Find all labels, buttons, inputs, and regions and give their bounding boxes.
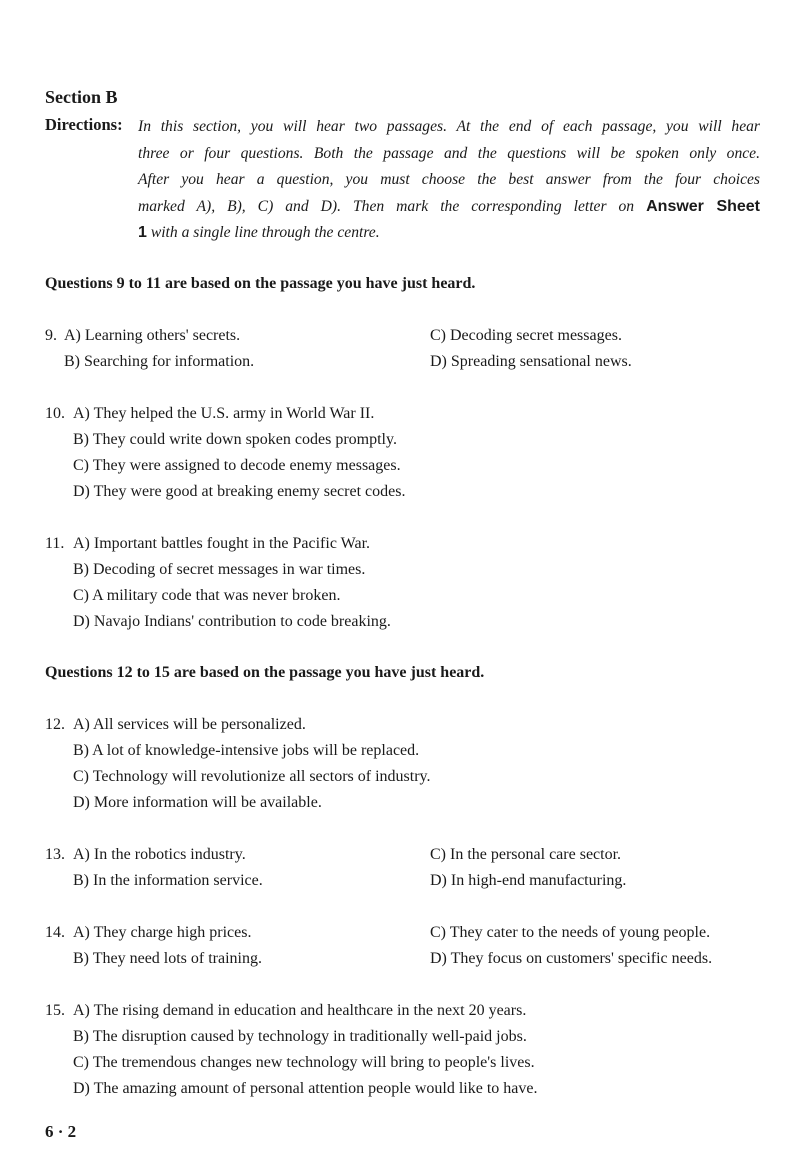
option-d: D) In high-end manufacturing. (430, 872, 627, 889)
directions-tail: with a single line through the centre. (150, 224, 380, 241)
page-number: 6 · 2 (45, 1122, 77, 1141)
option-c: C) In the personal care sector. (430, 846, 622, 863)
directions-label: Directions: (45, 115, 123, 134)
directions-line-with-answer-sheet (138, 194, 760, 221)
directions-line: marked A), B), C) and D). Then mark the corresponding letter on (138, 197, 635, 215)
question-number: 12. (45, 716, 65, 733)
option-b: B) They could write down spoken codes promptly. (73, 431, 397, 448)
option-a: A) They charge high prices. (73, 924, 252, 941)
question-number: 11. (45, 535, 65, 552)
section-title: Section B (45, 87, 118, 107)
option-d: D) More information will be available. (73, 794, 322, 811)
option-a: A) The rising demand in education and healthcare in the next 20 years. (73, 1002, 527, 1019)
directions-line: After you hear a question, you must choose the best answer from the four choices (138, 171, 760, 188)
option-d: D) They focus on customers' specific needs. (430, 950, 713, 967)
option-a: A) In the robotics industry. (73, 846, 246, 863)
question-group-heading: Questions 9 to 11 are based on the passage you have just heard. (45, 275, 476, 292)
question-number: 10. (45, 405, 65, 422)
option-d: D) The amazing amount of personal attention people would like to have. (73, 1080, 538, 1097)
option-d: D) Navajo Indians' contribution to code breaking. (73, 613, 391, 630)
answer-sheet-number: 1 (138, 224, 147, 241)
option-a: A) They helped the U.S. army in World War II. (73, 405, 375, 422)
directions-text (138, 114, 760, 247)
option-c: C) The tremendous changes new technology will bring to people's lives. (73, 1054, 535, 1071)
option-b: B) The disruption caused by technology in traditionally well-paid jobs. (73, 1028, 527, 1045)
option-c: C) Technology will revolutionize all sectors of industry. (73, 768, 431, 785)
question-group-heading: Questions 12 to 15 are based on the passage you have just heard. (45, 664, 485, 681)
option-b: B) Decoding of secret messages in war times. (73, 561, 366, 578)
question-number: 15. (45, 1002, 65, 1019)
answer-sheet-label: Answer Sheet (646, 197, 761, 215)
option-c: C) They cater to the needs of young people. (430, 924, 711, 941)
option-a: A) All services will be personalized. (73, 716, 306, 733)
option-b: B) In the information service. (73, 872, 263, 889)
directions-line: three or four questions. Both the passage and the questions will be spoken only once. (138, 144, 760, 162)
directions-line-last (138, 220, 760, 247)
option-a: A) Learning others' secrets. (64, 327, 241, 344)
directions-line: In this section, you will hear two passages. At the end of each passage, you will hear (138, 118, 760, 135)
question-number: 13. (45, 846, 65, 863)
option-d: D) They were good at breaking enemy secret codes. (73, 483, 406, 500)
option-c: C) A military code that was never broken. (73, 587, 341, 604)
question-number: 9. (45, 327, 57, 344)
option-c: C) They were assigned to decode enemy messages. (73, 457, 401, 474)
option-b: B) A lot of knowledge-intensive jobs will be replaced. (73, 742, 420, 759)
option-d: D) Spreading sensational news. (430, 353, 632, 370)
option-b: B) Searching for information. (64, 353, 255, 370)
option-b: B) They need lots of training. (73, 950, 262, 967)
option-a: A) Important battles fought in the Pacific War. (73, 535, 371, 552)
question-number: 14. (45, 924, 65, 941)
option-c: C) Decoding secret messages. (430, 327, 622, 344)
